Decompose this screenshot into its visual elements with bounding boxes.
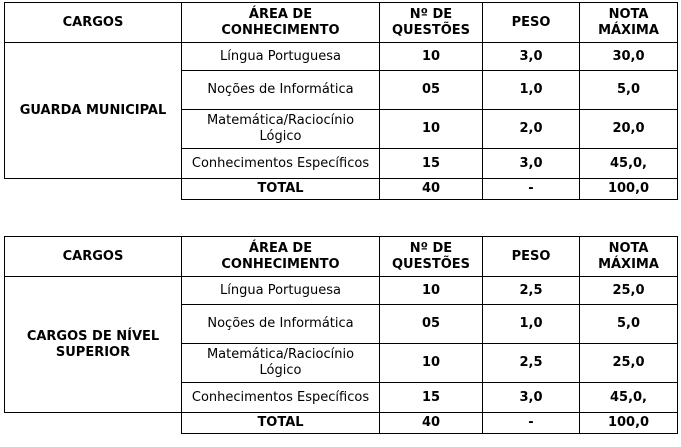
nota-cell: 25,0 xyxy=(580,344,678,383)
total-questoes: 40 xyxy=(380,413,483,434)
peso-cell: 1,0 xyxy=(483,305,580,344)
table-row xyxy=(5,43,678,71)
total-nota: 100,0 xyxy=(580,179,678,200)
questoes-cell: 05 xyxy=(380,305,483,344)
header-questoes xyxy=(380,237,483,277)
area-line2: Lógico xyxy=(259,129,302,144)
table-row xyxy=(5,277,678,305)
peso-cell: 1,0 xyxy=(483,71,580,110)
header-nota xyxy=(580,237,678,277)
questoes-cell: 10 xyxy=(380,43,483,71)
cargo-line2: SUPERIOR xyxy=(55,344,131,360)
header-questoes-line2: QUESTÕES xyxy=(391,22,470,38)
area-cell: Noções de Informática xyxy=(182,71,380,110)
total-blank-cell xyxy=(5,179,182,200)
header-nota-line2: MÁXIMA xyxy=(598,22,659,38)
total-row xyxy=(5,179,678,200)
area-cell xyxy=(182,344,380,383)
cargo-cell xyxy=(5,277,182,413)
area-cell: Conhecimentos Específicos xyxy=(182,149,380,179)
total-nota: 100,0 xyxy=(580,413,678,434)
area-cell xyxy=(182,110,380,149)
total-questoes: 40 xyxy=(380,179,483,200)
peso-cell: 2,5 xyxy=(483,344,580,383)
area-cell: Língua Portuguesa xyxy=(182,277,380,305)
peso-cell: 2,0 xyxy=(483,110,580,149)
header-cargos: CARGOS xyxy=(5,237,182,277)
header-area xyxy=(182,3,380,43)
area-cell: Língua Portuguesa xyxy=(182,43,380,71)
header-area-line2: CONHECIMENTO xyxy=(221,256,340,272)
peso-cell: 3,0 xyxy=(483,149,580,179)
total-peso: - xyxy=(483,179,580,200)
area-line1: Matemática/Raciocínio xyxy=(206,347,355,362)
cargo-line1: CARGOS DE NÍVEL xyxy=(26,328,160,344)
header-questoes-line1: Nº DE xyxy=(409,6,453,22)
cargo-cell xyxy=(5,43,182,179)
questoes-cell: 10 xyxy=(380,277,483,305)
nota-cell: 5,0 xyxy=(580,305,678,344)
area-cell: Conhecimentos Específicos xyxy=(182,383,380,413)
cargo-line1: GUARDA MUNICIPAL xyxy=(19,102,167,118)
header-questoes-line2: QUESTÕES xyxy=(391,256,470,272)
header-nota-line1: NOTA xyxy=(608,240,649,256)
header-nota xyxy=(580,3,678,43)
header-peso: PESO xyxy=(483,3,580,43)
questoes-cell: 05 xyxy=(380,71,483,110)
header-nota-line2: MÁXIMA xyxy=(598,256,659,272)
total-label: TOTAL xyxy=(182,413,380,434)
total-blank-cell xyxy=(5,413,182,434)
header-peso: PESO xyxy=(483,237,580,277)
peso-cell: 3,0 xyxy=(483,43,580,71)
peso-cell: 2,5 xyxy=(483,277,580,305)
area-line1: Matemática/Raciocínio xyxy=(206,113,355,128)
nota-cell: 45,0, xyxy=(580,149,678,179)
cargos-nivel-superior-table xyxy=(4,236,678,434)
header-area-line1: ÁREA DE xyxy=(248,240,313,256)
table-header-row xyxy=(5,3,678,43)
header-area xyxy=(182,237,380,277)
header-questoes xyxy=(380,3,483,43)
nota-cell: 20,0 xyxy=(580,110,678,149)
header-questoes-line1: Nº DE xyxy=(409,240,453,256)
nota-cell: 25,0 xyxy=(580,277,678,305)
questoes-cell: 15 xyxy=(380,383,483,413)
nota-cell: 45,0, xyxy=(580,383,678,413)
questoes-cell: 10 xyxy=(380,344,483,383)
header-area-line2: CONHECIMENTO xyxy=(221,22,340,38)
area-cell: Noções de Informática xyxy=(182,305,380,344)
header-area-line1: ÁREA DE xyxy=(248,6,313,22)
header-nota-line1: NOTA xyxy=(608,6,649,22)
guarda-municipal-table xyxy=(4,2,678,200)
table-header-row xyxy=(5,237,678,277)
questoes-cell: 10 xyxy=(380,110,483,149)
questoes-cell: 15 xyxy=(380,149,483,179)
area-line2: Lógico xyxy=(259,363,302,378)
total-row xyxy=(5,413,678,434)
total-peso: - xyxy=(483,413,580,434)
header-cargos: CARGOS xyxy=(5,3,182,43)
nota-cell: 5,0 xyxy=(580,71,678,110)
nota-cell: 30,0 xyxy=(580,43,678,71)
total-label: TOTAL xyxy=(182,179,380,200)
peso-cell: 3,0 xyxy=(483,383,580,413)
